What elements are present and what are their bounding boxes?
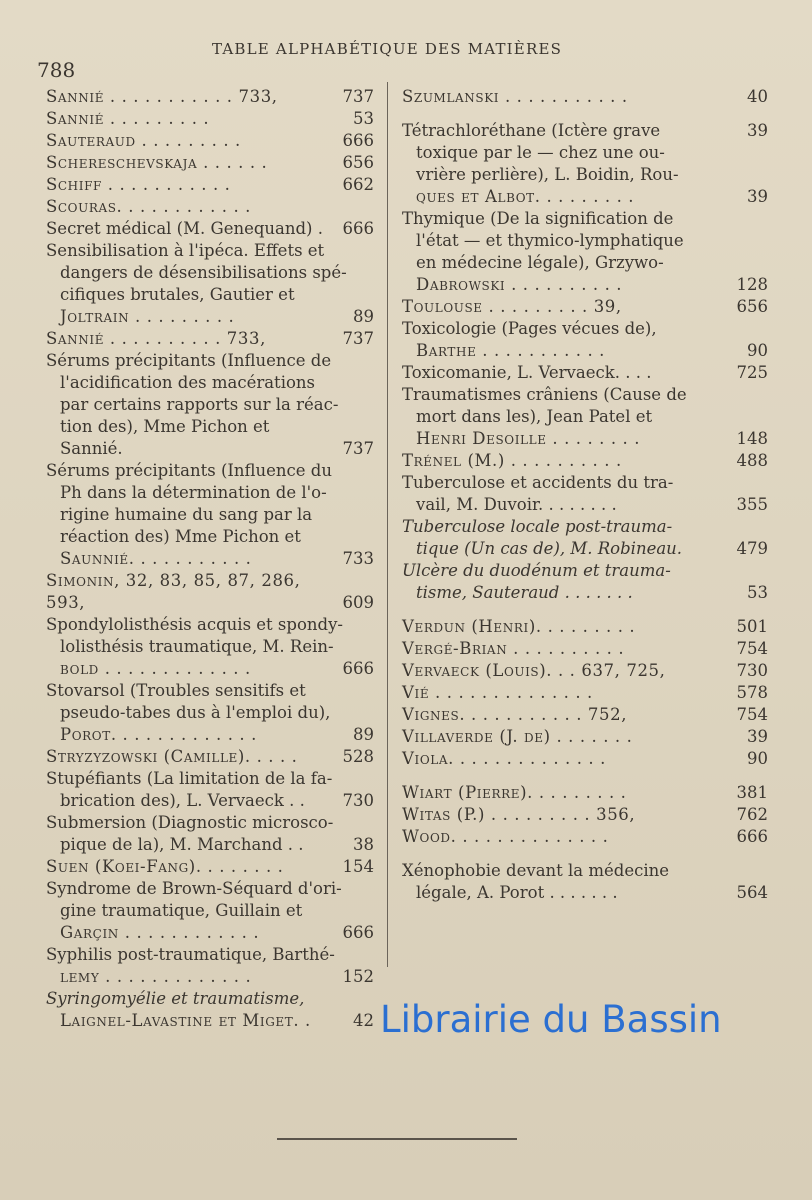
index-entry: Traumatismes crâniens (Cause de: [402, 385, 687, 404]
index-entry: Sensibilisation à l'ipéca. Effets et: [46, 241, 325, 260]
index-entry: Stupéfiants (La limitation de la fa-: [46, 769, 333, 788]
index-entry: Schiff . . . . . . . . . . . 662: [46, 175, 374, 194]
index-entry: Garçin . . . . . . . . . . . . 666: [60, 923, 374, 942]
index-entry: par certains rapports sur la réac-: [60, 395, 339, 414]
index-entry: Vié . . . . . . . . . . . . . . 578: [402, 683, 768, 702]
index-entry: Vervaeck (Louis). . . 637, 725, 730: [402, 661, 768, 680]
index-entry: réaction des) Mme Pichon et: [60, 527, 301, 546]
index-entry: vrière perlière), L. Boidin, Rou-: [416, 165, 679, 184]
index-entry: Ulcère du duodénum et trauma-: [402, 561, 671, 580]
index-entry: Witas (P.) . . . . . . . . . 356, 762: [402, 805, 768, 824]
index-entry: dangers de désensibilisations spé-: [60, 263, 347, 282]
index-entry: Dabrowski . . . . . . . . . . 128: [416, 275, 768, 294]
index-entry: toxique par le — chez une ou-: [416, 143, 665, 162]
index-entry: Sérums précipitants (Influence du: [46, 461, 332, 480]
index-entry: Porot. . . . . . . . . . . . . 89: [60, 725, 374, 744]
index-entry: Tuberculose locale post-trauma-: [402, 517, 673, 536]
index-entry: pseudo-tabes dus à l'emploi du),: [60, 703, 331, 722]
index-entry: Sauteraud . . . . . . . . . 666: [46, 131, 374, 150]
index-entry: Joltrain . . . . . . . . . 89: [60, 307, 374, 326]
index-entry: Sérums précipitants (Influence de: [46, 351, 332, 370]
index-entry: Stovarsol (Troubles sensitifs et: [46, 681, 306, 700]
index-entry: Spondylolisthésis acquis et spondy-: [46, 615, 343, 634]
running-header: TABLE ALPHABÉTIQUE DES MATIÈRES: [212, 40, 563, 58]
index-entry: Secret médical (M. Genequand) . 666: [46, 219, 374, 238]
index-entry: Henri Desoille . . . . . . . . 148: [416, 429, 768, 448]
index-entry: mort dans les), Jean Patel et: [416, 407, 653, 426]
index-entry: Scouras. . . . . . . . . . . .: [46, 197, 251, 216]
right-index-column: [402, 86, 768, 904]
index-entry: Sannié . . . . . . . . . . . 733, 737: [46, 87, 374, 106]
bottom-rule: [277, 1138, 517, 1140]
index-entry: Stryzyzowski (Camille). . . . . 528: [46, 747, 374, 766]
index-entry: Xénophobie devant la médecine: [402, 861, 670, 880]
index-entry: Syringomyélie et traumatisme,: [46, 989, 305, 1008]
index-entry: Verdun (Henri). . . . . . . . . 501: [402, 617, 768, 636]
index-entry: brication des), L. Vervaeck . . 730: [60, 791, 374, 810]
index-entry: Barthe . . . . . . . . . . . 90: [416, 341, 768, 360]
index-entry: bold . . . . . . . . . . . . . 666: [60, 659, 374, 678]
index-entry: Schereschevskaja . . . . . . 656: [46, 153, 374, 172]
index-entry: tique (Un cas de), M. Robineau. 479: [416, 539, 768, 558]
index-entry: Trénel (M.) . . . . . . . . . . 488: [402, 451, 768, 470]
index-entry: Sannié . . . . . . . . . 53: [46, 109, 374, 128]
index-entry: pique de la), M. Marchand . . 38: [60, 835, 374, 854]
index-entry: Tétrachloréthane (Ictère grave 39: [402, 121, 768, 140]
index-entry: Villaverde (J. de) . . . . . . . 39: [402, 727, 768, 746]
index-entry: Tuberculose et accidents du tra-: [402, 473, 674, 492]
index-entry: Toxicologie (Pages vécues de),: [402, 319, 657, 338]
index-entry: Suen (Koei-Fang). . . . . . . . 154: [46, 857, 374, 876]
index-entry: tisme, Sauteraud . . . . . . . 53: [416, 583, 768, 602]
index-entry: Wiart (Pierre). . . . . . . . . 381: [402, 783, 768, 802]
index-entry: Viola. . . . . . . . . . . . . . 90: [402, 749, 768, 768]
index-entry: Szumlanski . . . . . . . . . . . 40: [402, 87, 768, 106]
column-divider: [387, 82, 388, 967]
index-entry: Syndrome de Brown-Séquard d'ori-: [46, 879, 342, 898]
page-number: 788: [37, 58, 76, 82]
index-entry: l'acidification des macérations: [60, 373, 315, 392]
index-entry: Sannié . . . . . . . . . . 733, 737: [46, 329, 374, 348]
left-index-column: [46, 86, 374, 1032]
index-entry: gine traumatique, Guillain et: [60, 901, 303, 920]
index-entry: Syphilis post-traumatique, Barthé-: [46, 945, 335, 964]
index-entry: Vignes. . . . . . . . . . . 752, 754: [402, 705, 768, 724]
index-entry: légale, A. Porot . . . . . . . 564: [416, 883, 768, 902]
index-entry: Ph dans la détermination de l'o-: [60, 483, 327, 502]
index-entry: l'état — et thymico-lymphatique: [416, 231, 684, 250]
watermark-text: Librairie du Bassin: [380, 998, 722, 1041]
index-entry: Toulouse . . . . . . . . . 39, 656: [402, 297, 768, 316]
index-entry: cifiques brutales, Gautier et: [60, 285, 295, 304]
index-entry: en médecine légale), Grzywo-: [416, 253, 664, 272]
index-entry: Submersion (Diagnostic microsco-: [46, 813, 334, 832]
index-entry: vail, M. Duvoir. . . . . . . . 355: [416, 495, 768, 514]
index-entry: Vergé-Brian . . . . . . . . . . 754: [402, 639, 768, 658]
index-entry: lemy . . . . . . . . . . . . . 152: [60, 967, 374, 986]
index-entry: Saunnié. . . . . . . . . . . 733: [60, 549, 374, 568]
index-entry: lolisthésis traumatique, M. Rein-: [60, 637, 334, 656]
index-entry: tion des), Mme Pichon et Sannié. 737: [60, 417, 374, 458]
index-entry: ques et Albot. . . . . . . . . 39: [416, 187, 768, 206]
index-entry: Laignel-Lavastine et Miget. . 42: [60, 1011, 374, 1030]
index-entry: Toxicomanie, L. Vervaeck. . . . 725: [402, 363, 768, 382]
index-entry: Simonin, 32, 83, 85, 87, 286, 593, 609: [46, 571, 374, 612]
index-entry: rigine humaine du sang par la: [60, 505, 313, 524]
index-entry: Wood. . . . . . . . . . . . . . 666: [402, 827, 768, 846]
index-entry: Thymique (De la signification de: [402, 209, 674, 228]
